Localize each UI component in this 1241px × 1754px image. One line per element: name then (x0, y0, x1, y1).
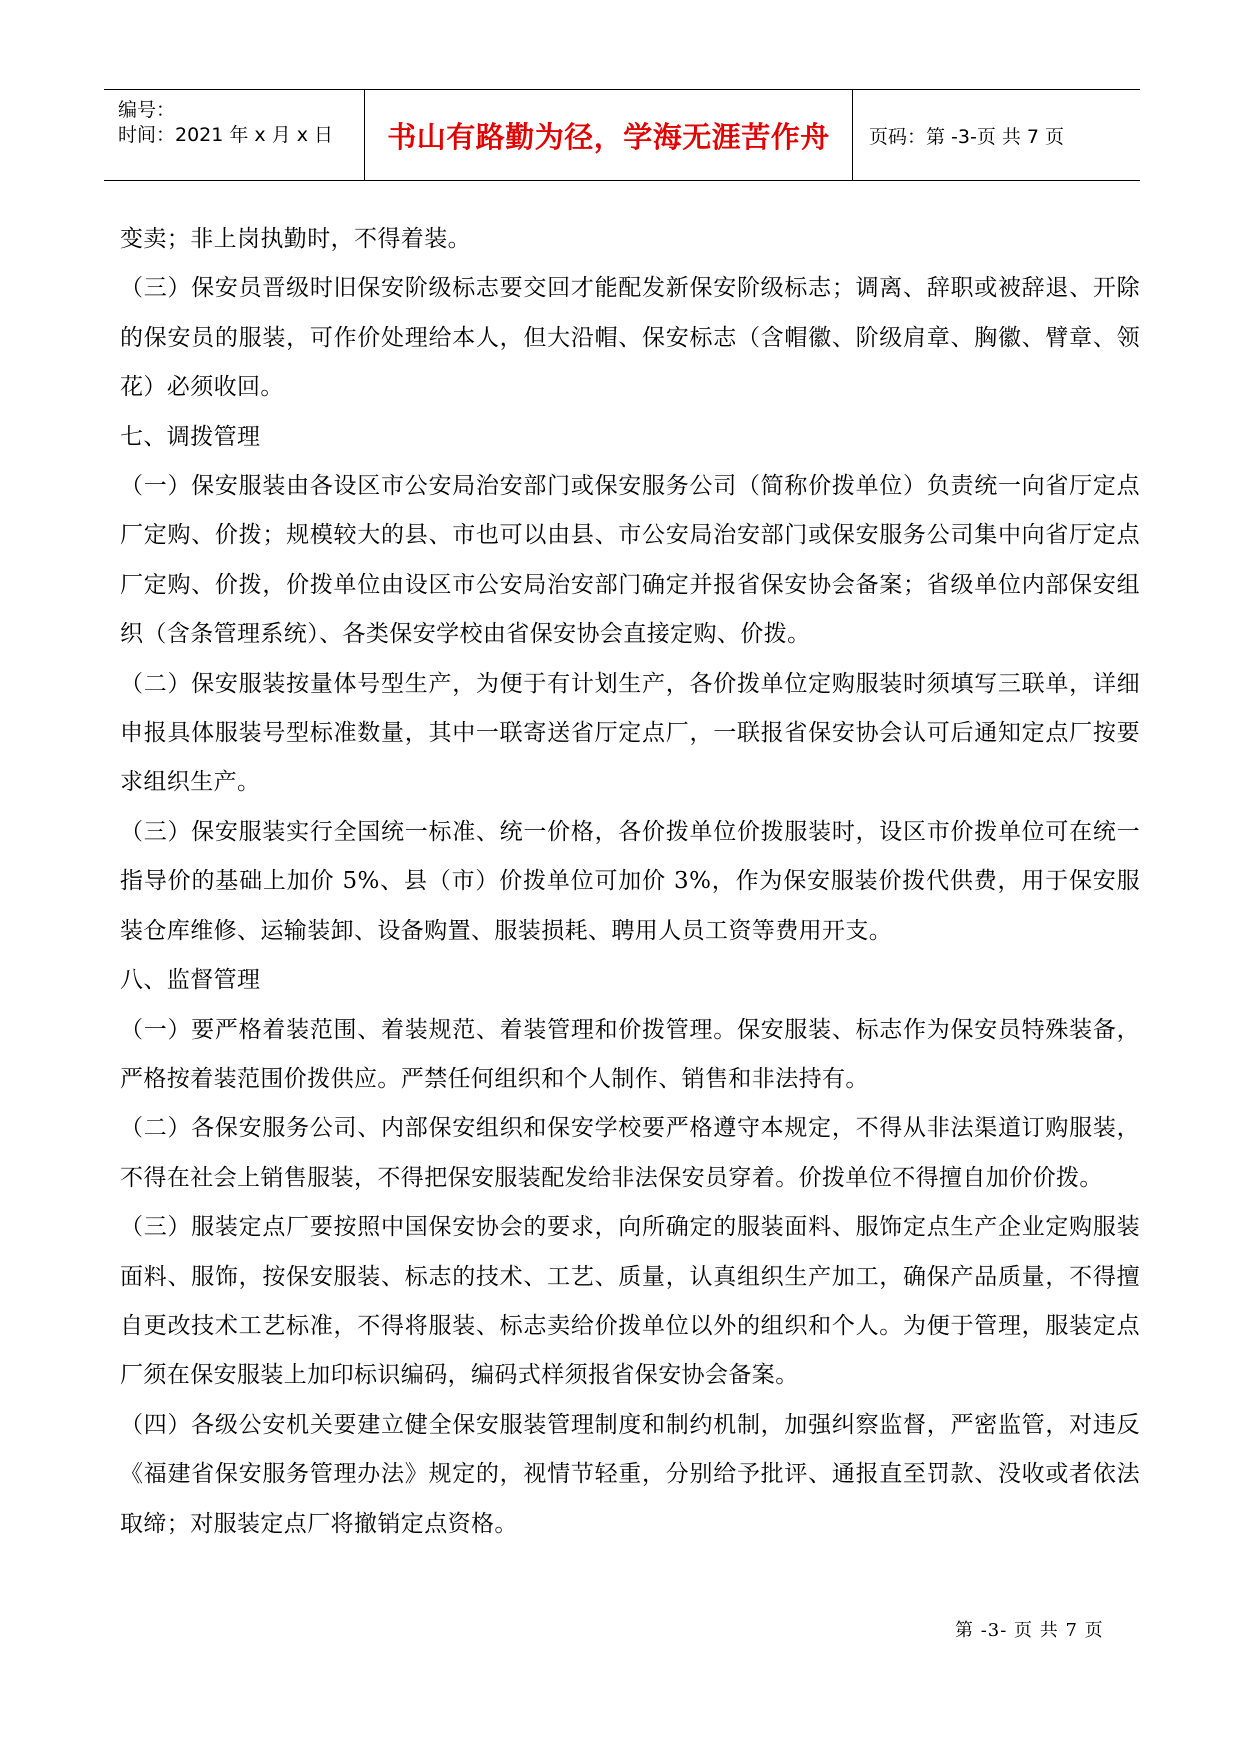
header-meta-cell (104, 90, 365, 180)
paragraph: （一）要严格着装范围、着装规范、着装管理和价拨管理。保安服装、标志作为保安员特殊装备，严格按着装范围价拨供应。严禁任何组织和个人制作、销售和非法持有。 (120, 1016, 1140, 1092)
header-motto-cell (365, 90, 853, 180)
paragraph: （一）保安服装由各设区市公安局治安部门或保安服务公司（简称价拨单位）负责统一向省厅定点厂定购、价拨；规模较大的县、市也可以由县、市公安局治安部门或保安服务公司集中向省厅定点厂定购、价拨，价拨单位由设区市公安局治安部门确定并报省保安协会备案；省级单位内部保安组织（含条管理系统）、各类保安学校由省保安协会直接定购、价拨。 (120, 473, 1140, 648)
paragraph: （三）保安服装实行全国统一标准、统一价格，各价拨单位价拨服装时，设区市价拨单位可在统一指导价的基础上加价 5%、县（市）价拨单位可加价 3%，作为保安服装价拨代供费，用于保安服装仓库维修、运输装卸、设备购置、服装损耗、聘用人员工资等费用开支。 (120, 818, 1140, 944)
paragraph: （二）保安服装按量体号型生产，为便于有计划生产，各价拨单位定购服装时须填写三联单，详细申报具体服装号型标准数量，其中一联寄送省厅定点厂，一联报省保安协会认可后通知定点厂按要求组织生产。 (120, 670, 1140, 796)
section-heading: 八、监督管理 (120, 967, 261, 994)
document-time-label: 时间：2021 年 x 月 x 日 (118, 124, 334, 146)
section-heading: 七、调拨管理 (120, 423, 261, 450)
paragraph: （三）保安员晋级时旧保安阶级标志要交回才能配发新保安阶级标志；调离、辞职或被辞退、开除的保安员的服装，可作价处理给本人，但大沿帽、保安标志（含帽徽、阶级肩章、胸徽、臂章、领花）必须收回。 (120, 275, 1140, 401)
document-number-label: 编号： (118, 99, 176, 121)
page-header (104, 89, 1140, 181)
header-page-cell (853, 90, 1140, 180)
document-body (120, 215, 1140, 1549)
paragraph: 变卖；非上岗执勤时，不得着装。 (120, 226, 471, 252)
paragraph: （二）各保安服务公司、内部保安组织和保安学校要严格遵守本规定，不得从非法渠道订购服装，不得在社会上销售服装，不得把保安服装配发给非法保安员穿着。价拨单位不得擅自加价价拨。 (120, 1115, 1140, 1191)
paragraph: （四）各级公安机关要建立健全保安服装管理制度和制约机制，加强纠察监督，严密监管，对违反《福建省保安服务管理办法》规定的，视情节轻重，分别给予批评、通报直至罚款、没收或者依法取缔；对服装定点厂将撤销定点资格。 (120, 1411, 1140, 1537)
page-footer: 第 -3- 页 共 7 页 (955, 1620, 1104, 1641)
header-motto: 书山有路勤为径，学海无涯苦作舟 (387, 119, 830, 154)
paragraph: （三）服装定点厂要按照中国保安协会的要求，向所确定的服装面料、服饰定点生产企业定购服装面料、服饰，按保安服装、标志的技术、工艺、质量，认真组织生产加工，确保产品质量，不得擅自更改技术工艺标准，不得将服装、标志卖给价拨单位以外的组织和个人。为便于管理，服装定点厂须在保安服装上加印标识编码，编码式样须报省保安协会备案。 (120, 1214, 1140, 1389)
header-page-number: 页码：第 -3-页 共 7 页 (869, 125, 1065, 148)
